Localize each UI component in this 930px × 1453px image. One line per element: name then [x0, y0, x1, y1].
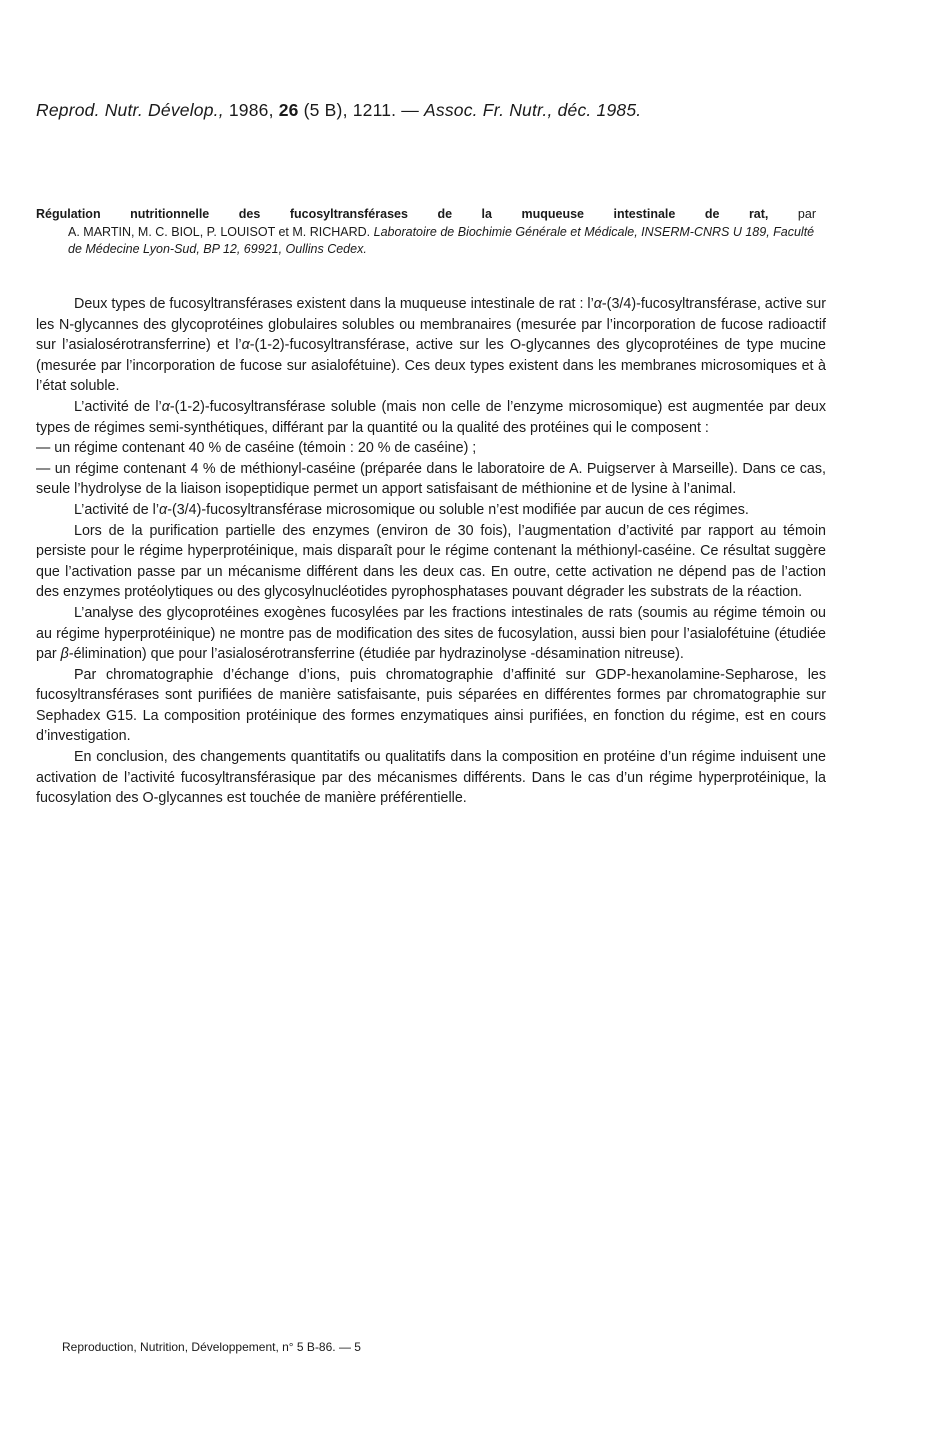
article-heading: [36, 206, 816, 259]
paragraph-1-text-a: Deux types de fucosyltransférases existent dans la muqueuse intestinale de rat : l’: [74, 296, 594, 312]
article-by: par: [797, 207, 816, 221]
paragraph-2: [36, 397, 826, 438]
article-title: Régulation nutritionnelle des fucosyltransférases de la muqueuse intestinale de rat,: [36, 207, 769, 221]
paragraph-2-text-b: -(1-2)-fucosyltransférase soluble (mais non celle de l’enzyme microsomique) est augmentée par deux types de régimes semi-synthétiques, différant par la quantité ou la qualité des protéines qui le composent :: [36, 398, 826, 436]
paragraph-5-text-b: -élimination) que pour l’asialosérotransferrine (étudiée par hydrazinolyse -désamination nitreuse).: [68, 646, 684, 663]
article-body: [36, 294, 826, 809]
journal-abbreviation: Reprod. Nutr. Dévelop.,: [36, 100, 224, 120]
paragraph-3: [36, 500, 826, 521]
paragraph-1-text-c: -(1-2)-fucosyltransférase, active sur les O-glycannes des glycoprotéines de type mucine (mesurée par l’incorporation de fucose sur asialofétuine). Ces deux types existent dans les membranes microsomiques et à l’état soluble.: [36, 337, 826, 395]
association-meeting: Assoc. Fr. Nutr., déc. 1985.: [424, 100, 642, 120]
alpha-symbol: α: [593, 296, 602, 312]
article-affiliation-part1: Laboratoire de Biochimie Générale et: [373, 224, 581, 239]
paragraph-5-text-a: L’analyse des glycoprotéines exogènes fucosylées par les fractions intestinales de rats (soumis au régime témoin ou au régime hyperprotéinique) ne montre pas de modification des sites de fucosylation, aussi bien pour l’asialofétuine (étudiée par: [36, 604, 826, 663]
paragraph-1-text-b: -(3/4)-fucosyltransférase, active sur les N-glycannes des glycoprotéines globulaires solubles ou membranaires (mesurée par l’incorporation de fucose radioactif sur l’asialosérotransferrine) et l’: [36, 296, 826, 354]
journal-issue-pages: (5 B), 1211. —: [303, 100, 419, 120]
beta-symbol: β: [60, 646, 69, 663]
paragraph-7: En conclusion, des changements quantitatifs ou qualitatifs dans la composition en protéine d’un régime induisent une activation de l’activité fucosyltransférasique par des mécanismes différents. Dans le cas d’un régime hyperprotéinique, la fucosylation des O-glycannes est touchée de manière préférentielle.: [36, 749, 826, 807]
paragraph-5: [36, 603, 826, 665]
paragraph-3-text-a: L’activité de l’: [74, 501, 160, 518]
paragraph-1: [36, 294, 826, 397]
list-item-1: — un régime contenant 40 % de caséine (témoin : 20 % de caséine) ;: [36, 440, 477, 457]
article-authors: A. MARTIN, M. C. BIOL, P. LOUISOT et M. RICHARD.: [68, 224, 371, 239]
paragraph-3-text-b: -(3/4)-fucosyltransférase microsomique ou soluble n’est modifiée par aucun de ces régimes.: [167, 501, 749, 518]
alpha-symbol: α: [241, 337, 250, 354]
journal-citation-header: [36, 100, 816, 121]
article-affiliation-part2: Médicale, INSERM-CNRS U 189, Faculté de Médecine Lyon-Sud, BP 12, 69921, Oullins Cedex.: [68, 224, 815, 256]
alpha-symbol: α: [159, 501, 168, 518]
journal-year: 1986,: [228, 100, 274, 120]
paragraph-6: Par chromatographie d’échange d’ions, puis chromatographie d’affinité sur GDP-hexanolamine-Sepharose, les fucosyltransférases sont purifiées de manière satisfaisante, puis séparées en différentes formes par chromatographie sur Sephadex G15. La composition protéinique des formes enzymatiques ainsi purifiées, en fonction du régime, est en cours d’investigation.: [36, 666, 826, 745]
alpha-symbol: α: [161, 398, 170, 415]
page-footer: Reproduction, Nutrition, Développement, n° 5 B-86. — 5: [62, 1340, 361, 1354]
paragraph-4: Lors de la purification partielle des enzymes (environ de 30 fois), l’augmentation d’activité par rapport au témoin persiste pour le régime hyperprotéinique, mais disparaît pour le régime contenant la méthionyl-caséine. Ce résultat suggère que l’activation passe par un mécanisme différent dans les deux cas. En outre, cette activation ne dépend pas de l’action des enzymes protéolytiques ou des glycosylnucléotides pyrophosphatases pouvant dégrader les substrats de la réaction.: [36, 522, 826, 601]
list-item-2: — un régime contenant 4 % de méthionyl-caséine (préparée dans le laboratoire de A. Puigserver à Marseille). Dans ce cas, seule l’hydrolyse de la liaison isopeptidique permet un apport satisfaisant de méthionine et de lysine à l’animal.: [36, 460, 826, 498]
journal-volume: 26: [278, 100, 299, 120]
paragraph-2-text-a: L’activité de l’: [74, 398, 162, 415]
